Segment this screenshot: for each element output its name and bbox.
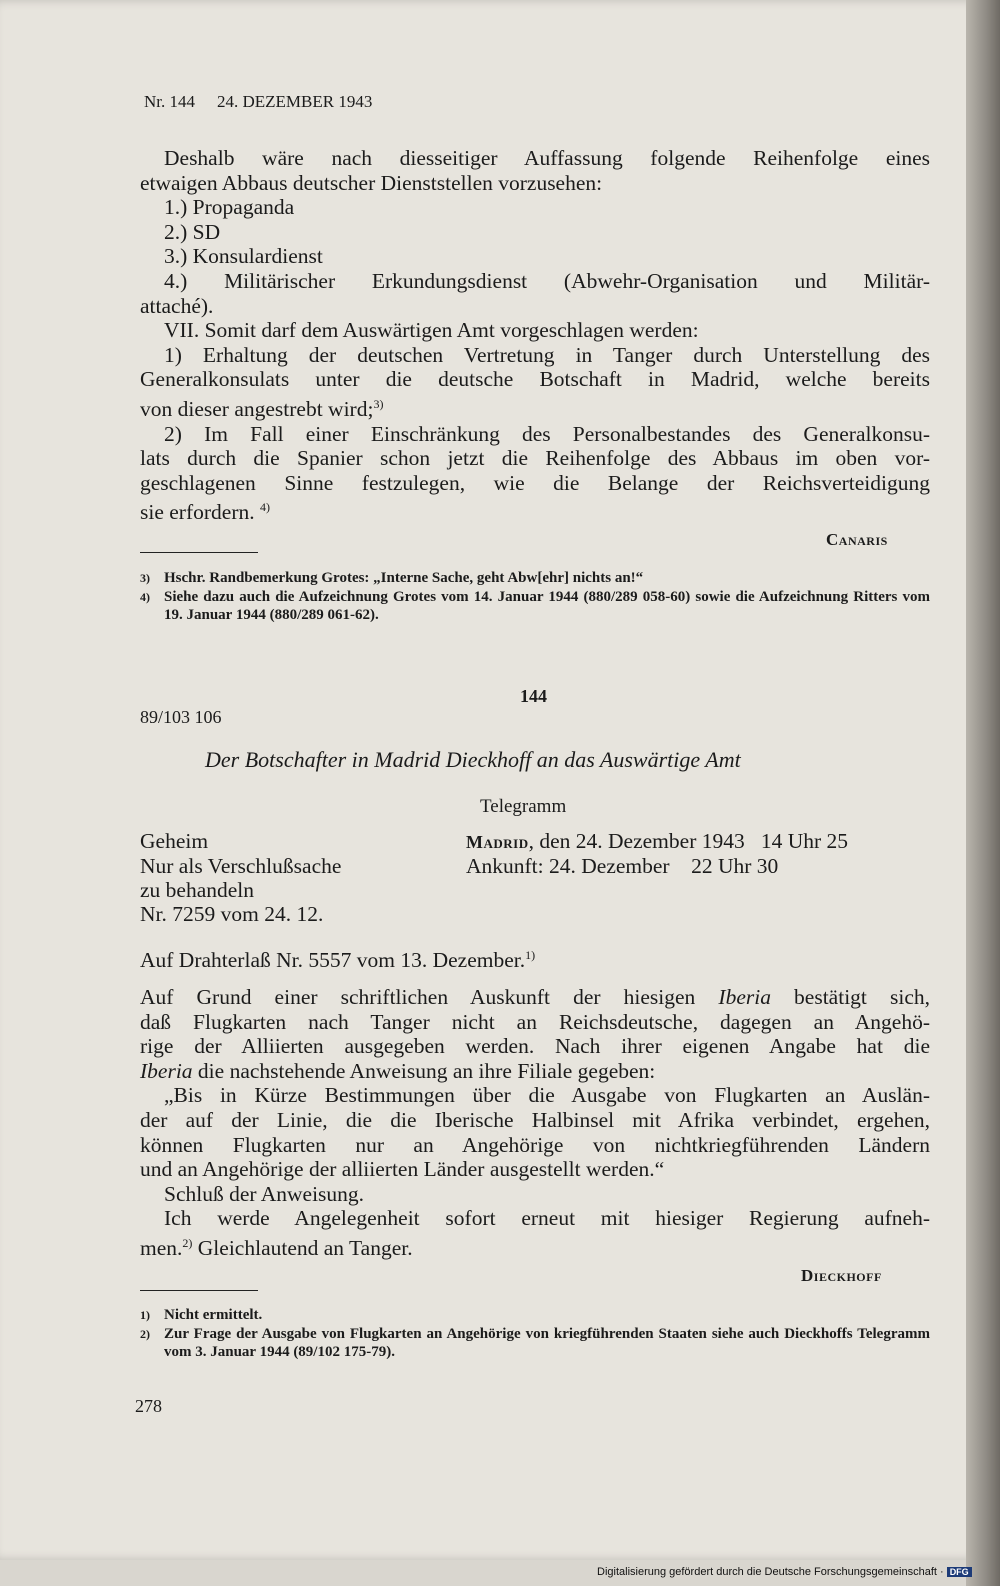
text-line: etwaigen Abbaus deutscher Dienststellen vorzusehen: xyxy=(140,170,603,195)
text-line: men.$^{2)}$ Gleichlautend an Tanger. xyxy=(140,1235,413,1261)
text-line: attaché). xyxy=(140,293,214,318)
document-number: 144 xyxy=(520,686,547,706)
dfg-logo: DFG xyxy=(947,1567,972,1577)
book-spine-shadow xyxy=(966,0,1000,1586)
footnote-ref: 2) xyxy=(182,1235,193,1250)
footnote-ref: 1) xyxy=(525,948,536,962)
text-line: von dieser angestrebt wird;$^{3)}$ xyxy=(140,396,384,422)
list-item: 1.) Propaganda xyxy=(164,195,295,220)
footnote: 2) Zur Frage der Ausgabe von Flugkarten an Angehörige von kriegführenden Staaten siehe auch Dieckhoffs Telegramm vom 3. Januar 1944 (89/102 175-79). xyxy=(140,1325,930,1360)
text-line: geschlagenen Sinne festzulegen, wie die Belange der Reichsverteidigung xyxy=(140,470,930,495)
digitization-credit: Digitalisierung gefördert durch die Deutsche Forschungsgemeinschaft · DFG xyxy=(597,1566,972,1578)
text-line: Ich werde Angelegenheit sofort erneut mit hiesiger Regierung aufneh- xyxy=(164,1206,930,1231)
quote-line: „Bis in Kürze Bestimmungen über die Ausgabe von Flugkarten an Auslän- xyxy=(164,1083,930,1108)
header-doc-ref: Nr. 144 xyxy=(144,92,195,111)
text-line: rige der Alliierten ausgegeben werden. Nach ihrer eigenen Angabe hat die xyxy=(140,1034,930,1059)
text-line: Auf Grund einer schriftlichen Auskunft der hiesigen Iberia bestätigt sich, xyxy=(140,985,930,1009)
text-line: 1) Erhaltung der deutschen Vertretung in Tanger durch Unterstellung des xyxy=(164,342,930,367)
classification: zu behandeln xyxy=(140,878,255,902)
text-line: 2) Im Fall einer Einschränkung des Personalbestandes des Generalkonsu- xyxy=(164,421,930,446)
dispatch-line: Madrid, den 24. Dezember 1943 14 Uhr 25 xyxy=(466,829,849,853)
section-abbau xyxy=(140,146,930,525)
document-type: Telegramm xyxy=(480,796,567,817)
footnote: 3) Hschr. Randbemerkung Grotes: „Interne Sache, geht Abw[ehr] nichts an!“ xyxy=(140,570,644,586)
reference-line: Auf Drahterlaß Nr. 5557 vom 13. Dezember.$^{1)}$ xyxy=(140,948,536,973)
list-item: 4.) Militärischer Erkundungsdienst (Abwehr-Organisation und Militär- xyxy=(164,268,930,293)
text-line: Iberia die nachstehende Anweisung an ihre Filiale gegeben: xyxy=(140,1058,656,1083)
classification: Nur als Verschlußsache xyxy=(140,854,342,878)
section-heading-vii: VII. Somit darf dem Auswärtigen Amt vorgeschlagen werden: xyxy=(164,318,699,343)
text-line: Schluß der Anweisung. xyxy=(164,1181,365,1206)
archive-reference: 89/103 106 xyxy=(140,707,222,727)
telegram-body xyxy=(140,985,930,1261)
text-line: Deshalb wäre nach diesseitiger Auffassung folgende Reihenfolge eines xyxy=(164,146,930,170)
footnote-ref: 3) xyxy=(373,396,384,411)
text-line: sie erfordern. $^{4)}$ xyxy=(140,500,270,525)
signature-dieckhoff: Dieckhoff xyxy=(801,1266,882,1285)
page-number: 278 xyxy=(135,1396,162,1416)
list-item: 3.) Konsulardienst xyxy=(164,244,323,269)
header-date: 24. DEZEMBER 1943 xyxy=(217,92,373,111)
footnote: 4) Siehe dazu auch die Aufzeichnung Grotes vom 14. Januar 1944 (880/289 058-60) sowie die Aufzeichnung Ritters vom 19. Januar 1944 (880/289 061-62). xyxy=(140,588,930,623)
footnote-divider xyxy=(140,552,258,553)
document-title: Der Botschafter in Madrid Dieckhoff an das Auswärtige Amt xyxy=(205,747,741,772)
classification: Geheim xyxy=(140,829,209,853)
running-header xyxy=(144,92,372,112)
text-line: Generalkonsulats unter die deutsche Botschaft in Madrid, welche bereits xyxy=(140,367,930,392)
quote-line: und an Angehörige der alliierten Länder ausgestellt werden.“ xyxy=(140,1157,665,1182)
list-item: 2.) SD xyxy=(164,219,221,244)
quote-line: können Flugkarten nur an Angehörige von nichtkriegführenden Ländern xyxy=(140,1132,930,1157)
footnotes-doc144 xyxy=(140,1306,930,1362)
quote-line: der auf der Linie, die die Iberische Halbinsel mit Afrika verbindet, ergehen, xyxy=(140,1107,930,1132)
text-line: lats durch die Spanier schon jetzt die Reihenfolge des Abbaus im oben vor- xyxy=(140,446,930,471)
signature-canaris: Canaris xyxy=(826,530,888,549)
arrival-line: Ankunft: 24. Dezember 22 Uhr 30 xyxy=(466,854,779,878)
footnote: 1) Nicht ermittelt. xyxy=(140,1307,263,1323)
footnotes-section1 xyxy=(140,569,930,625)
footnote-divider xyxy=(140,1290,258,1291)
text-line: daß Flugkarten nach Tanger nicht an Reichsdeutsche, dagegen an Angehö- xyxy=(140,1009,930,1034)
telegram-meta xyxy=(140,829,930,926)
footnote-ref: 4) xyxy=(259,500,270,515)
telegram-number: Nr. 7259 vom 24. 12. xyxy=(140,902,324,926)
